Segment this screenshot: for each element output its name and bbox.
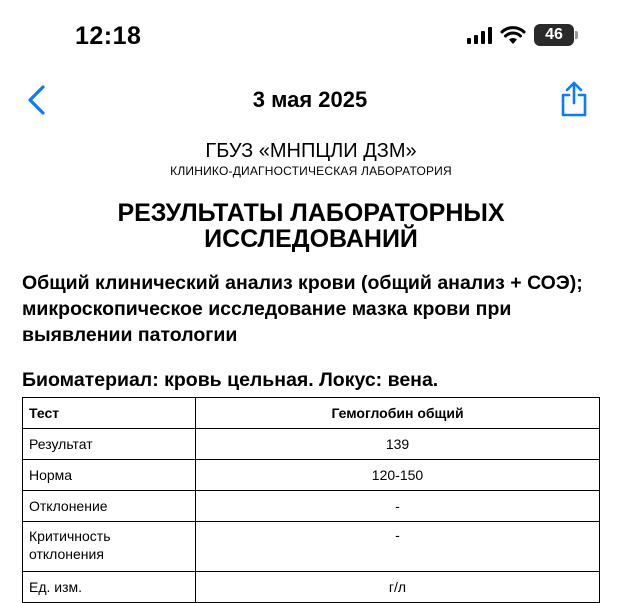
table-row [23, 429, 600, 460]
org-subtitle: КЛИНИКО-ДИАГНОСТИЧЕСКАЯ ЛАБОРАТОРИЯ [170, 164, 452, 178]
table-row [23, 491, 600, 522]
wifi-icon [500, 25, 526, 45]
row-value: 139 [196, 429, 600, 460]
status-time: 12:18 [75, 22, 142, 50]
row-value: г/л [196, 572, 600, 603]
cellular-signal-icon [467, 26, 492, 44]
status-bar [0, 0, 620, 70]
row-label: Результат [23, 429, 196, 460]
biomaterial-line: Биоматериал: кровь цельная. Локус: вена. [22, 369, 439, 391]
org-name: ГБУЗ «МНПЦЛИ ДЗМ» [205, 140, 417, 162]
battery-icon [534, 24, 574, 46]
battery-level: 46 [545, 26, 563, 43]
table-row [23, 460, 600, 491]
row-label: Норма [23, 460, 196, 491]
header-analyte: Гемоглобин общий [196, 398, 600, 429]
nav-title: 3 мая 2025 [252, 87, 368, 112]
table-row [23, 522, 600, 572]
share-icon[interactable] [558, 80, 590, 118]
row-label: Отклонение [23, 491, 196, 522]
row-value: 120-150 [196, 460, 600, 491]
nav-bar [0, 78, 620, 124]
lab-report-document [22, 140, 600, 603]
table-header-row [23, 398, 600, 429]
status-icons [467, 24, 574, 46]
results-table [22, 397, 600, 603]
document-title: РЕЗУЛЬТАТЫ ЛАБОРАТОРНЫХ ИССЛЕДОВАНИЙ [117, 199, 505, 253]
table-row [23, 572, 600, 603]
row-value: - [196, 491, 600, 522]
row-label: Критичность отклонения [23, 522, 196, 572]
analysis-name: Общий клинический анализ крови (общий анализ + СОЭ); микроскопическое исследование мазка крови при выявлении патологии [22, 272, 583, 346]
header-test: Тест [23, 398, 196, 429]
row-label: Ед. изм. [23, 572, 196, 603]
row-value: - [196, 522, 600, 572]
